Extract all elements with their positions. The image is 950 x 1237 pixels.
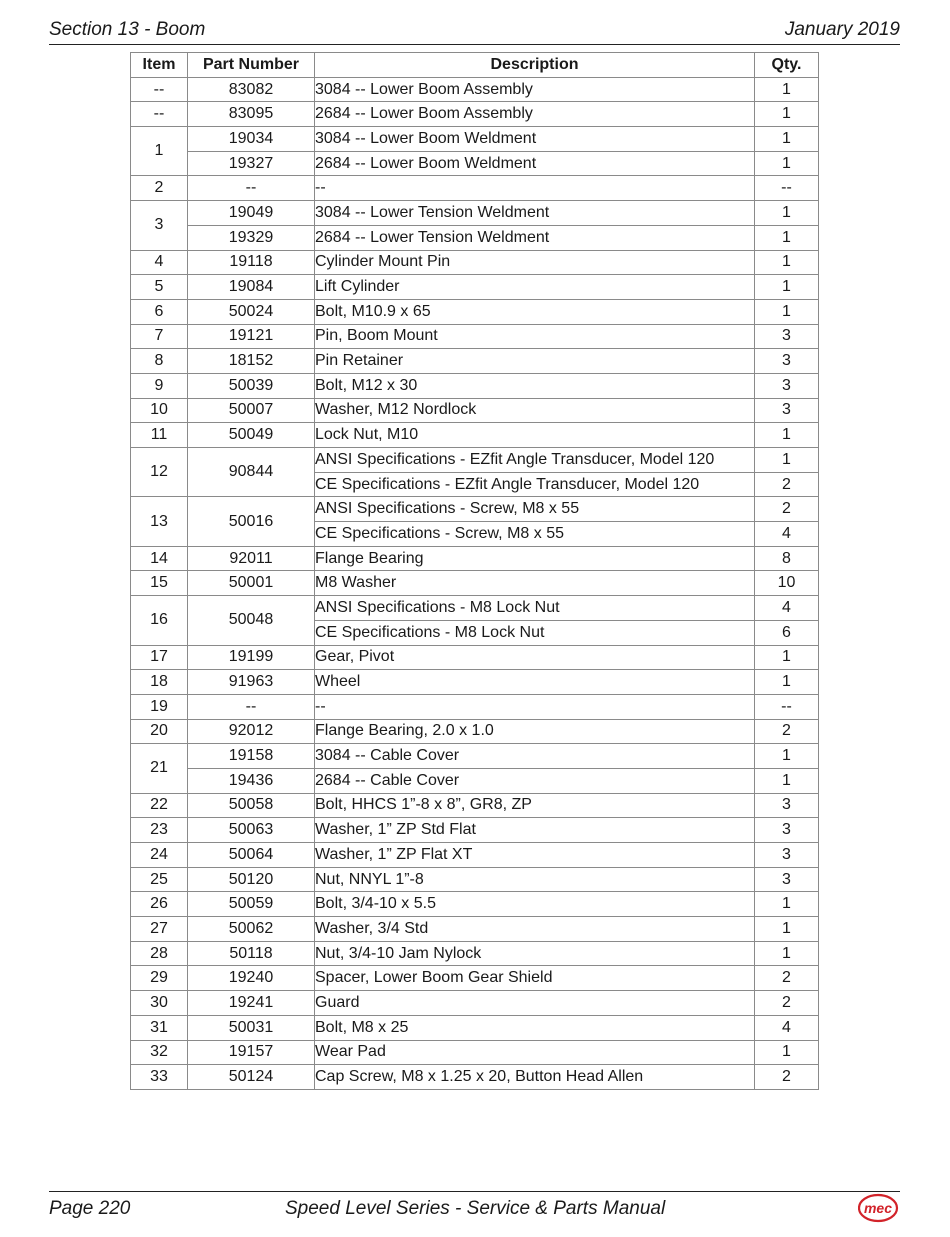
part-number-cell: 50016 bbox=[188, 497, 315, 546]
part-number-cell: 19241 bbox=[188, 991, 315, 1016]
item-cell: 19 bbox=[131, 694, 188, 719]
table-row bbox=[131, 373, 819, 398]
description-cell: CE Specifications - EZfit Angle Transducer, Model 120 bbox=[315, 472, 755, 497]
qty-cell: 1 bbox=[755, 768, 819, 793]
description-cell: Gear, Pivot bbox=[315, 645, 755, 670]
item-cell: 18 bbox=[131, 670, 188, 695]
description-cell: Cylinder Mount Pin bbox=[315, 250, 755, 275]
part-number-cell: 50049 bbox=[188, 423, 315, 448]
item-cell: 1 bbox=[131, 127, 188, 176]
item-cell: 30 bbox=[131, 991, 188, 1016]
part-number-cell: 19436 bbox=[188, 768, 315, 793]
qty-cell: 2 bbox=[755, 991, 819, 1016]
part-number-cell: 50124 bbox=[188, 1065, 315, 1090]
description-cell: Guard bbox=[315, 991, 755, 1016]
manual-title: Speed Level Series - Service & Parts Manual bbox=[285, 1198, 666, 1219]
description-cell: 3084 -- Cable Cover bbox=[315, 744, 755, 769]
part-number-cell: 19199 bbox=[188, 645, 315, 670]
part-number-cell: 92012 bbox=[188, 719, 315, 744]
table-row bbox=[131, 768, 819, 793]
part-number-cell: 19118 bbox=[188, 250, 315, 275]
item-cell: 6 bbox=[131, 299, 188, 324]
column-header-qty: Qty. bbox=[755, 53, 819, 78]
item-cell: 31 bbox=[131, 1015, 188, 1040]
part-number-cell: 50059 bbox=[188, 892, 315, 917]
table-row bbox=[131, 867, 819, 892]
qty-cell: 3 bbox=[755, 867, 819, 892]
item-cell: 33 bbox=[131, 1065, 188, 1090]
item-cell: 23 bbox=[131, 818, 188, 843]
part-number-cell: 19034 bbox=[188, 127, 315, 152]
section-title: Section 13 - Boom bbox=[49, 19, 206, 40]
part-number-cell: 91963 bbox=[188, 670, 315, 695]
parts-table-body bbox=[131, 77, 819, 1089]
part-number-cell: 50058 bbox=[188, 793, 315, 818]
table-row bbox=[131, 1040, 819, 1065]
table-row bbox=[131, 991, 819, 1016]
part-number-cell: 50031 bbox=[188, 1015, 315, 1040]
part-number-cell: 90844 bbox=[188, 448, 315, 497]
part-number-cell: 50048 bbox=[188, 596, 315, 645]
table-row bbox=[131, 892, 819, 917]
table-row bbox=[131, 275, 819, 300]
table-row bbox=[131, 77, 819, 102]
part-number-cell: -- bbox=[188, 176, 315, 201]
description-cell: Bolt, M8 x 25 bbox=[315, 1015, 755, 1040]
item-cell: 7 bbox=[131, 324, 188, 349]
qty-cell: 1 bbox=[755, 127, 819, 152]
qty-cell: 2 bbox=[755, 497, 819, 522]
column-header-part-number: Part Number bbox=[188, 53, 315, 78]
description-cell: 3084 -- Lower Tension Weldment bbox=[315, 201, 755, 226]
description-cell: Bolt, M12 x 30 bbox=[315, 373, 755, 398]
description-cell: 2684 -- Lower Boom Assembly bbox=[315, 102, 755, 127]
part-number-cell: 50024 bbox=[188, 299, 315, 324]
qty-cell: 3 bbox=[755, 793, 819, 818]
table-row bbox=[131, 571, 819, 596]
item-cell: 29 bbox=[131, 966, 188, 991]
item-cell: 16 bbox=[131, 596, 188, 645]
qty-cell: 1 bbox=[755, 102, 819, 127]
page-number: Page 220 bbox=[49, 1198, 131, 1219]
qty-cell: 3 bbox=[755, 818, 819, 843]
description-cell: Lift Cylinder bbox=[315, 275, 755, 300]
description-cell: Wheel bbox=[315, 670, 755, 695]
description-cell: Bolt, M10.9 x 65 bbox=[315, 299, 755, 324]
part-number-cell: -- bbox=[188, 694, 315, 719]
item-cell: 11 bbox=[131, 423, 188, 448]
item-cell: 15 bbox=[131, 571, 188, 596]
item-cell: 4 bbox=[131, 250, 188, 275]
table-row bbox=[131, 744, 819, 769]
item-cell: 5 bbox=[131, 275, 188, 300]
table-row bbox=[131, 102, 819, 127]
description-cell: Spacer, Lower Boom Gear Shield bbox=[315, 966, 755, 991]
item-cell: -- bbox=[131, 102, 188, 127]
part-number-cell: 92011 bbox=[188, 546, 315, 571]
table-row bbox=[131, 497, 819, 522]
description-cell: CE Specifications - M8 Lock Nut bbox=[315, 620, 755, 645]
qty-cell: 3 bbox=[755, 349, 819, 374]
qty-cell: -- bbox=[755, 694, 819, 719]
item-cell: 8 bbox=[131, 349, 188, 374]
table-row bbox=[131, 151, 819, 176]
page-header bbox=[49, 19, 900, 45]
part-number-cell: 50118 bbox=[188, 941, 315, 966]
description-cell: Lock Nut, M10 bbox=[315, 423, 755, 448]
qty-cell: 1 bbox=[755, 670, 819, 695]
qty-cell: 1 bbox=[755, 917, 819, 942]
part-number-cell: 83095 bbox=[188, 102, 315, 127]
description-cell: M8 Washer bbox=[315, 571, 755, 596]
qty-cell: 4 bbox=[755, 596, 819, 621]
description-cell: Flange Bearing, 2.0 x 1.0 bbox=[315, 719, 755, 744]
qty-cell: 2 bbox=[755, 1065, 819, 1090]
qty-cell: 1 bbox=[755, 77, 819, 102]
table-row bbox=[131, 423, 819, 448]
column-header-item: Item bbox=[131, 53, 188, 78]
qty-cell: 3 bbox=[755, 843, 819, 868]
table-row bbox=[131, 225, 819, 250]
table-row bbox=[131, 694, 819, 719]
qty-cell: 10 bbox=[755, 571, 819, 596]
description-cell: ANSI Specifications - Screw, M8 x 55 bbox=[315, 497, 755, 522]
table-row bbox=[131, 843, 819, 868]
part-number-cell: 50062 bbox=[188, 917, 315, 942]
item-cell: 22 bbox=[131, 793, 188, 818]
table-row bbox=[131, 917, 819, 942]
table-row bbox=[131, 1065, 819, 1090]
item-cell: 25 bbox=[131, 867, 188, 892]
qty-cell: 3 bbox=[755, 324, 819, 349]
qty-cell: 6 bbox=[755, 620, 819, 645]
item-cell: 27 bbox=[131, 917, 188, 942]
header-date: January 2019 bbox=[784, 19, 900, 40]
table-row bbox=[131, 645, 819, 670]
item-cell: 24 bbox=[131, 843, 188, 868]
item-cell: 10 bbox=[131, 398, 188, 423]
part-number-cell: 50063 bbox=[188, 818, 315, 843]
description-cell: Pin Retainer bbox=[315, 349, 755, 374]
mec-logo bbox=[858, 1193, 900, 1225]
item-cell: 2 bbox=[131, 176, 188, 201]
qty-cell: 1 bbox=[755, 892, 819, 917]
table-row bbox=[131, 793, 819, 818]
qty-cell: 8 bbox=[755, 546, 819, 571]
table-row bbox=[131, 324, 819, 349]
description-cell: Washer, 1” ZP Flat XT bbox=[315, 843, 755, 868]
part-number-cell: 50120 bbox=[188, 867, 315, 892]
item-cell: 13 bbox=[131, 497, 188, 546]
table-header-row bbox=[131, 53, 819, 78]
part-number-cell: 19049 bbox=[188, 201, 315, 226]
page-footer bbox=[49, 1191, 900, 1232]
svg-text:mec: mec bbox=[863, 1200, 893, 1216]
description-cell: 3084 -- Lower Boom Assembly bbox=[315, 77, 755, 102]
qty-cell: 1 bbox=[755, 275, 819, 300]
item-cell: 3 bbox=[131, 201, 188, 250]
description-cell: Washer, M12 Nordlock bbox=[315, 398, 755, 423]
part-number-cell: 50039 bbox=[188, 373, 315, 398]
table-row bbox=[131, 596, 819, 621]
table-row bbox=[131, 250, 819, 275]
description-cell: Pin, Boom Mount bbox=[315, 324, 755, 349]
description-cell: ANSI Specifications - EZfit Angle Transducer, Model 120 bbox=[315, 448, 755, 473]
table-row bbox=[131, 1015, 819, 1040]
table-row bbox=[131, 299, 819, 324]
item-cell: 21 bbox=[131, 744, 188, 793]
qty-cell: 2 bbox=[755, 719, 819, 744]
item-cell: 26 bbox=[131, 892, 188, 917]
qty-cell: 4 bbox=[755, 522, 819, 547]
description-cell: Nut, NNYL 1”-8 bbox=[315, 867, 755, 892]
part-number-cell: 18152 bbox=[188, 349, 315, 374]
qty-cell: 3 bbox=[755, 373, 819, 398]
part-number-cell: 50064 bbox=[188, 843, 315, 868]
description-cell: ANSI Specifications - M8 Lock Nut bbox=[315, 596, 755, 621]
description-cell: Bolt, 3/4-10 x 5.5 bbox=[315, 892, 755, 917]
table-row bbox=[131, 966, 819, 991]
qty-cell: 1 bbox=[755, 299, 819, 324]
qty-cell: 1 bbox=[755, 225, 819, 250]
qty-cell: 2 bbox=[755, 966, 819, 991]
part-number-cell: 19121 bbox=[188, 324, 315, 349]
qty-cell: 1 bbox=[755, 423, 819, 448]
table-row bbox=[131, 719, 819, 744]
table-row bbox=[131, 448, 819, 473]
qty-cell: 1 bbox=[755, 941, 819, 966]
description-cell: -- bbox=[315, 176, 755, 201]
item-cell: 12 bbox=[131, 448, 188, 497]
description-cell: 2684 -- Lower Boom Weldment bbox=[315, 151, 755, 176]
item-cell: 28 bbox=[131, 941, 188, 966]
description-cell: 2684 -- Cable Cover bbox=[315, 768, 755, 793]
description-cell: Bolt, HHCS 1”-8 x 8”, GR8, ZP bbox=[315, 793, 755, 818]
parts-table bbox=[130, 52, 819, 1090]
table-row bbox=[131, 398, 819, 423]
qty-cell: 1 bbox=[755, 448, 819, 473]
table-row bbox=[131, 818, 819, 843]
table-row bbox=[131, 176, 819, 201]
qty-cell: -- bbox=[755, 176, 819, 201]
part-number-cell: 19329 bbox=[188, 225, 315, 250]
qty-cell: 1 bbox=[755, 151, 819, 176]
qty-cell: 1 bbox=[755, 250, 819, 275]
qty-cell: 2 bbox=[755, 472, 819, 497]
item-cell: 32 bbox=[131, 1040, 188, 1065]
description-cell: CE Specifications - Screw, M8 x 55 bbox=[315, 522, 755, 547]
item-cell: -- bbox=[131, 77, 188, 102]
item-cell: 17 bbox=[131, 645, 188, 670]
description-cell: Nut, 3/4-10 Jam Nylock bbox=[315, 941, 755, 966]
part-number-cell: 19084 bbox=[188, 275, 315, 300]
description-cell: 3084 -- Lower Boom Weldment bbox=[315, 127, 755, 152]
description-cell: Flange Bearing bbox=[315, 546, 755, 571]
part-number-cell: 19158 bbox=[188, 744, 315, 769]
table-row bbox=[131, 941, 819, 966]
description-cell: Wear Pad bbox=[315, 1040, 755, 1065]
description-cell: Cap Screw, M8 x 1.25 x 20, Button Head Allen bbox=[315, 1065, 755, 1090]
part-number-cell: 19327 bbox=[188, 151, 315, 176]
part-number-cell: 50007 bbox=[188, 398, 315, 423]
qty-cell: 3 bbox=[755, 398, 819, 423]
description-cell: 2684 -- Lower Tension Weldment bbox=[315, 225, 755, 250]
table-row bbox=[131, 201, 819, 226]
description-cell: -- bbox=[315, 694, 755, 719]
part-number-cell: 19157 bbox=[188, 1040, 315, 1065]
qty-cell: 1 bbox=[755, 645, 819, 670]
qty-cell: 1 bbox=[755, 201, 819, 226]
part-number-cell: 19240 bbox=[188, 966, 315, 991]
table-row bbox=[131, 127, 819, 152]
qty-cell: 1 bbox=[755, 744, 819, 769]
description-cell: Washer, 3/4 Std bbox=[315, 917, 755, 942]
part-number-cell: 83082 bbox=[188, 77, 315, 102]
item-cell: 14 bbox=[131, 546, 188, 571]
qty-cell: 1 bbox=[755, 1040, 819, 1065]
part-number-cell: 50001 bbox=[188, 571, 315, 596]
table-row bbox=[131, 670, 819, 695]
item-cell: 9 bbox=[131, 373, 188, 398]
table-row bbox=[131, 349, 819, 374]
column-header-description: Description bbox=[315, 53, 755, 78]
qty-cell: 4 bbox=[755, 1015, 819, 1040]
item-cell: 20 bbox=[131, 719, 188, 744]
table-row bbox=[131, 546, 819, 571]
description-cell: Washer, 1” ZP Std Flat bbox=[315, 818, 755, 843]
